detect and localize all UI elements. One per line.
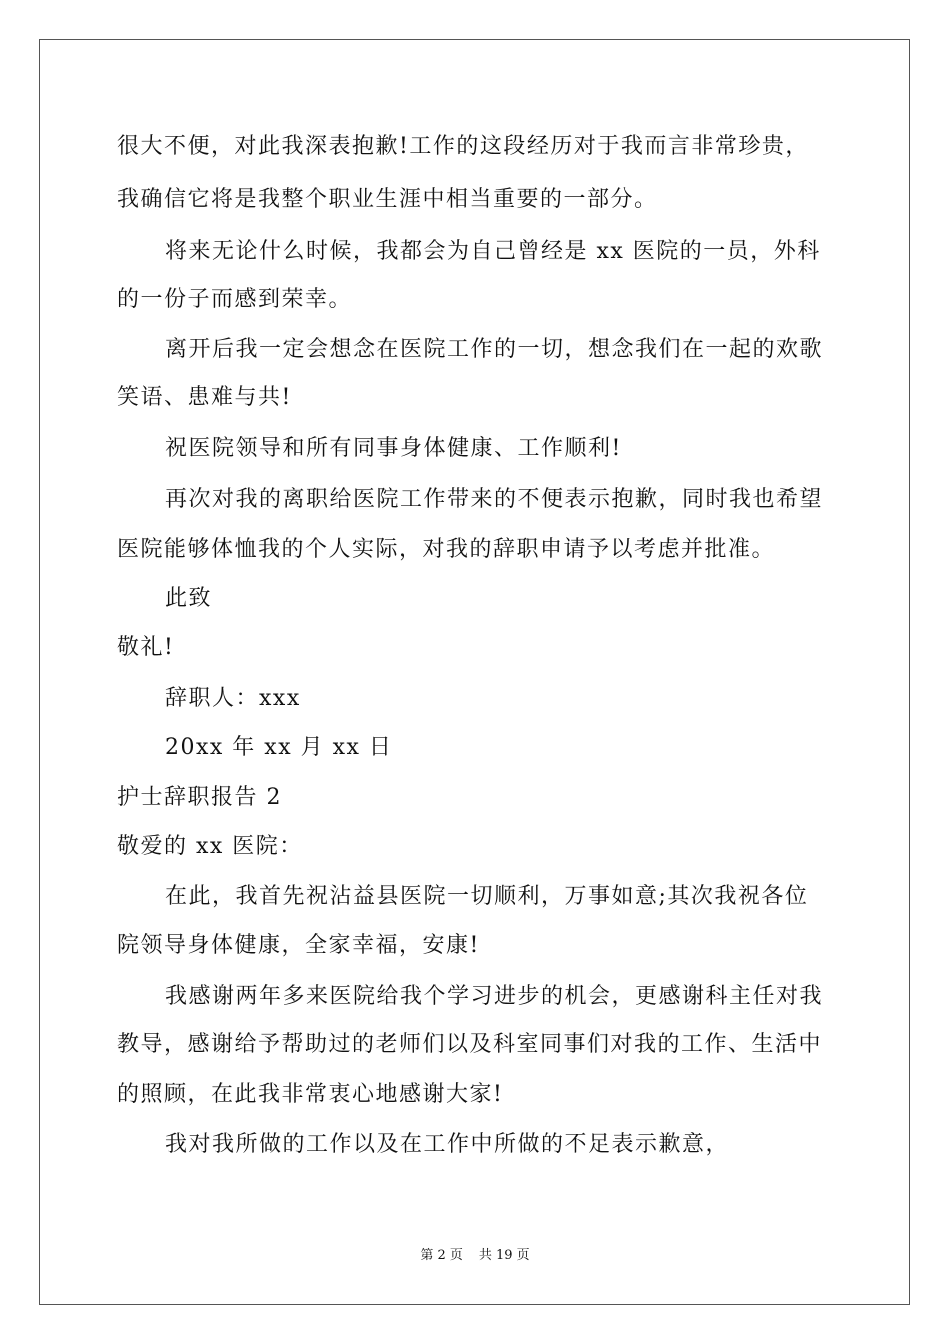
body-line: 的照顾，在此我非常衷心地感谢大家! [117, 1082, 504, 1107]
body-line: 我确信它将是我整个职业生涯中相当重要的一部分。 [117, 187, 658, 212]
body-line: 院领导身体健康，全家幸福，安康! [117, 933, 480, 958]
page-frame [39, 39, 910, 1305]
salutation-line: 敬爱的 xx 医院： [117, 834, 303, 859]
closing-line: 此致 [165, 586, 213, 611]
body-line: 笑语、患难与共! [117, 385, 292, 410]
body-line: 我感谢两年多来医院给我个学习进步的机会，更感谢科主任对我 [165, 984, 824, 1009]
body-line: 的一份子而感到荣幸。 [117, 287, 353, 312]
body-line: 将来无论什么时候，我都会为自己曾经是 xx 医院的一员，外科 [165, 239, 821, 264]
page-total: 共 19 页 [478, 1248, 530, 1263]
body-line: 很大不便，对此我深表抱歉!工作的这段经历对于我而言非常珍贵， [117, 134, 809, 159]
body-line: 再次对我的离职给医院工作带来的不便表示抱歉，同时我也希望 [165, 487, 824, 512]
signature-line: 辞职人：xxx [165, 686, 301, 711]
body-line: 医院能够体恤我的个人实际，对我的辞职申请予以考虑并批准。 [117, 537, 776, 562]
closing-line: 敬礼! [117, 635, 175, 660]
date-line: 20xx 年 xx 月 xx 日 [165, 735, 393, 760]
body-line: 我对我所做的工作以及在工作中所做的不足表示歉意， [165, 1132, 730, 1157]
page-number: 第 2 页 [420, 1248, 463, 1263]
body-line: 祝医院领导和所有同事身体健康、工作顺利! [165, 436, 622, 461]
body-line: 离开后我一定会想念在医院工作的一切，想念我们在一起的欢歌 [165, 337, 824, 362]
body-line: 教导，感谢给予帮助过的老师们以及科室同事们对我的工作、生活中 [117, 1032, 823, 1057]
body-line: 在此，我首先祝沾益县医院一切顺利，万事如意;其次我祝各位 [165, 884, 809, 909]
page-footer [0, 1247, 950, 1265]
section-title: 护士辞职报告 2 [117, 785, 282, 810]
